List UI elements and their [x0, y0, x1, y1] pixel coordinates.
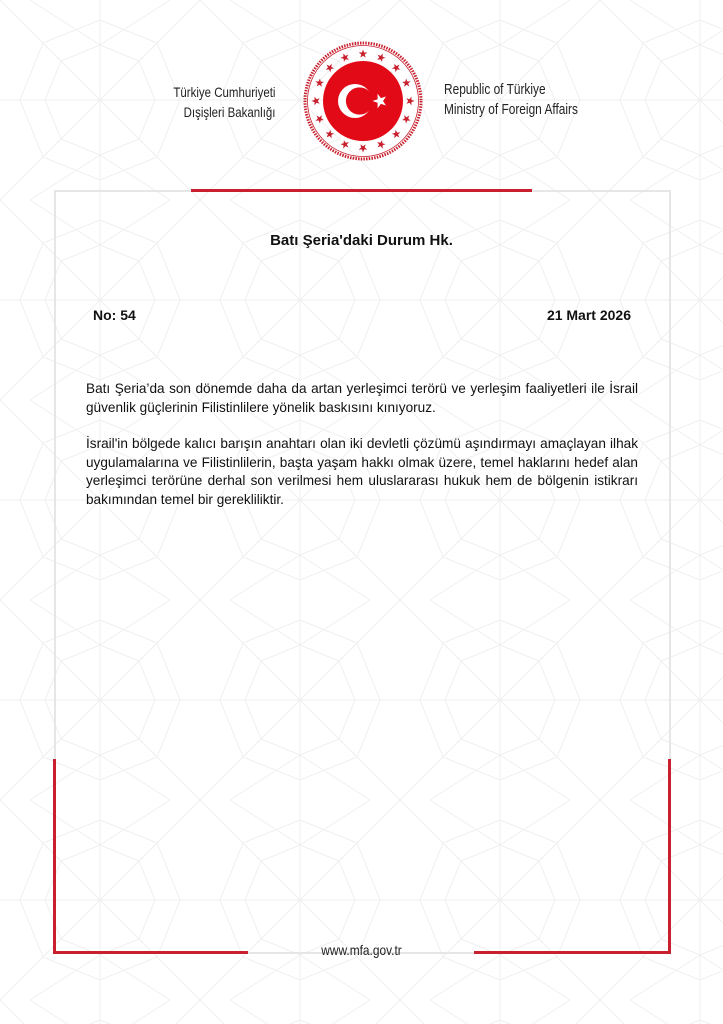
frame-top-red — [191, 189, 532, 192]
header-left-line1: Türkiye Cumhuriyeti — [172, 84, 275, 100]
header-right-line2: Ministry of Foreign Affairs — [444, 102, 578, 118]
paragraph-2: İsrail'in bölgede kalıcı barışın anahtarı olan iki devletli çözümü aşındırmayı amaçlayan ilhak uygulamalarına ve Filistinlilerin, başta yaşam hakkı olmak üzere, temel haklarını hedef alan yerleşimci terörüne derhal son verilmesi hem uluslararası hukuk hem de bölgenin istikrarı bakımından temel bir gerekliliktir. — [86, 436, 638, 507]
header-right-line1: Republic of Türkiye — [444, 82, 546, 98]
paragraph-1: Batı Şeria’da son dönemde daha da artan yerleşimci terörü ve yerleşim faaliyetleri ile İsrail güvenlik güçlerinin Filistinlilere yönelik baskısını kınıyoruz. — [86, 381, 638, 415]
ministry-name-turkish — [173, 82, 275, 122]
header-left-line2: Dışişleri Bakanlığı — [183, 104, 275, 120]
frame-left-gray — [54, 190, 56, 759]
frame-top-left-gray — [54, 190, 191, 192]
frame-top-right-gray — [532, 190, 671, 192]
document-number: No: 54 — [93, 307, 136, 323]
document-title: Batı Şeria'daki Durum Hk. — [270, 232, 453, 249]
frame-right-gray — [669, 190, 671, 759]
emblem-crescent-star-icon — [302, 40, 424, 162]
frame-right-red — [668, 759, 671, 954]
ministry-name-english — [444, 80, 578, 120]
document-date: 21 Mart 2026 — [546, 307, 631, 323]
footer-website-url: www.mfa.gov.tr — [321, 942, 402, 958]
frame-left-red — [53, 759, 56, 954]
